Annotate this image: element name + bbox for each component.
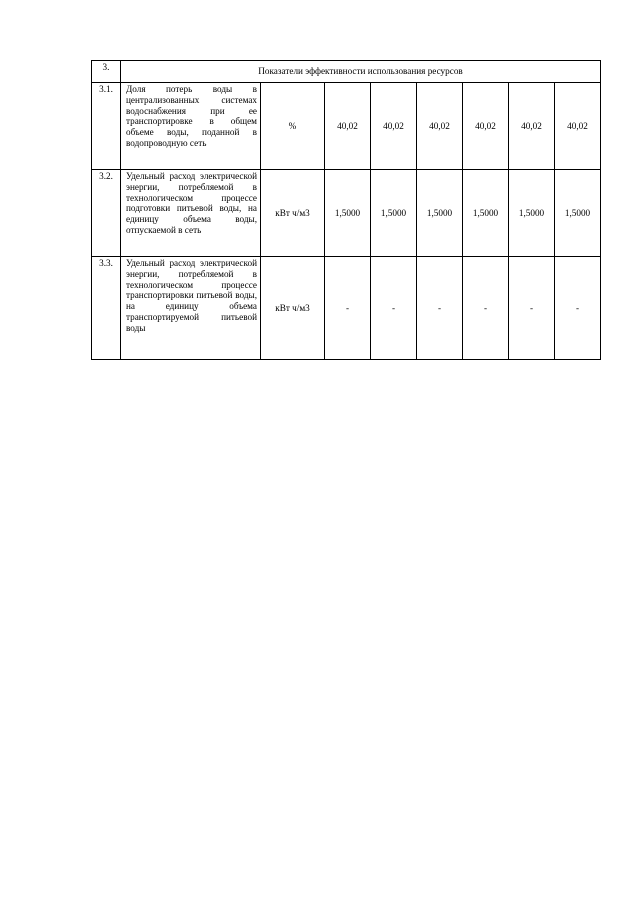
row-value: - <box>325 257 371 360</box>
row-value: 40,02 <box>555 83 601 170</box>
row-number: 3.1. <box>92 83 121 170</box>
row-value: 1,5000 <box>325 170 371 257</box>
table-row <box>92 170 601 257</box>
section-header-row <box>92 61 601 83</box>
row-value: 1,5000 <box>417 170 463 257</box>
row-value: 40,02 <box>371 83 417 170</box>
row-value: - <box>509 257 555 360</box>
row-unit: % <box>261 83 325 170</box>
row-value: - <box>463 257 509 360</box>
section-number: 3. <box>92 61 121 83</box>
row-value: 1,5000 <box>555 170 601 257</box>
table-row <box>92 257 601 360</box>
row-description: Удельный расход электрической энергии, потребляемой в технологическом процессе подготовки питьевой воды, на единицу объема воды, отпускаемой в сеть <box>121 170 261 257</box>
row-value: 40,02 <box>417 83 463 170</box>
row-description: Удельный расход электрической энергии, потребляемой в технологическом процессе транспортировки питьевой воды, на единицу объема транспортируемой питьевой воды <box>121 257 261 360</box>
row-value: 1,5000 <box>509 170 555 257</box>
section-title: Показатели эффективности использования ресурсов <box>121 61 601 83</box>
row-number: 3.3. <box>92 257 121 360</box>
row-number: 3.2. <box>92 170 121 257</box>
row-value: - <box>555 257 601 360</box>
row-unit: кВт ч/м3 <box>261 257 325 360</box>
row-value: - <box>417 257 463 360</box>
table-row <box>92 83 601 170</box>
row-value: 40,02 <box>325 83 371 170</box>
row-value: 40,02 <box>509 83 555 170</box>
row-description: Доля потерь воды в централизованных системах водоснабжения при ее транспортировке в общем объеме воды, поданной в водопроводную сеть <box>121 83 261 170</box>
row-value: 40,02 <box>463 83 509 170</box>
row-unit: кВт ч/м3 <box>261 170 325 257</box>
row-value: - <box>371 257 417 360</box>
row-value: 1,5000 <box>463 170 509 257</box>
row-value: 1,5000 <box>371 170 417 257</box>
indicators-table <box>91 60 601 360</box>
